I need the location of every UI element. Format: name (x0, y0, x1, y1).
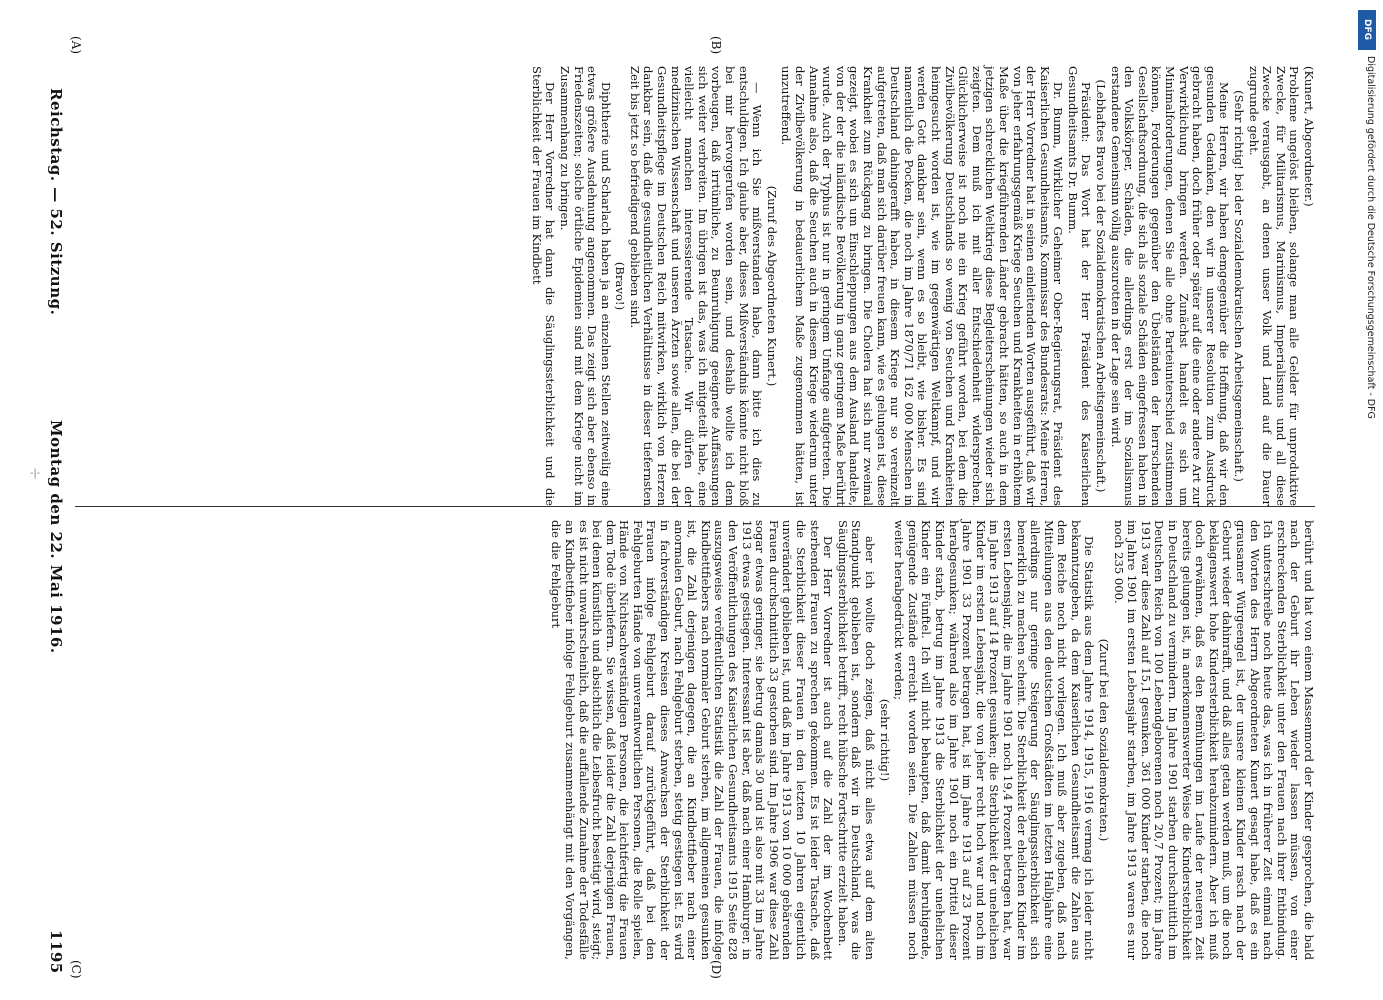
margin-mark-a: (A) (69, 36, 83, 55)
paragraph: (Zuruf bei den Sozialdemokraten.) (1097, 638, 1112, 842)
paragraph: Meine Herren, wir haben demgegenüber die Hoffnung, daß wir den gesunden Gedanken, den wir in unserer Resolution zum Ausdruck gebracht haben, doch früher oder später auf die eine oder andere Art zur Verwirklichung bringen werden. Zunächst handelt es sich um Minimalforderungen, denen Sie alle ohne Parteiunterschied zustimmen können, Forderungen gegenüber den Übelständen der herrschenden Gesellschaftsordnung, die sich als soziale Schäden eingefressen haben in den Volkskörper, Schäden, die allerdings erst der im Sozialismus erstandene Gemeinsinn völlig auszurotten in der Lage sein wird. (1108, 66, 1232, 506)
paragraph: Der Herr Vorredner ist auch auf die Zahl der im Wochenbett sterbenden Frauen zu sprechen gekommen. Es ist leider Tatsache, daß die Sterblichkeit dieser Frauen in den letzten 10 Jahren eigentlich unverändert geblieben ist, und daß im Jahre 1913 von 10 000 gebärenden Frauen durchschnittlich 33 gestorben sind. Im Jahre 1906 war diese Zahl sogar etwas geringer, sie betrug damals 30 und ist also mit 33 im Jahre 1913 etwas gestiegen. Interessant ist aber, daß nach einer Hamburger, in den Veröffentlichungen des Kaiserlichen Gesundheitsamts 1915 Seite 828 auszugsweise veröffentlichten Statistik die Zahl der Frauen, die infolge Kindbettfiebers nach normaler Geburt sterben, im allgemeinen gesunken ist, die Zahl derjenigen dagegen, die an Kindbettfieber nach einer anormalen Geburt, nach Fehlgeburt sterben, stetig gestiegen ist. Es wird in fachverständigen Kreisen dieses Anwachsen der Sterblichkeit der Frauen infolge Fehlgeburt darauf zurückgeführt, daß bei den Fehlgeburten Hände von unverantwortlichen Personen, die Rolle spielen, Hände von Nichtsachverständigen Personen, die leichtfertig die Frauen dem Tode überliefern. Sie wissen, daß leider die Zahl derjenigen Frauen, bei denen künstlich und absichtlich die Leibesfrucht beseitigt wird, steigt; es ist nicht unwahrscheinlich, daß die auffallende Zunahme der Todesfälle an Kindbettfieber infolge Fehlgeburt zusammenhängt mit den Vorgängen, die die Fehlgeburt (549, 520, 836, 960)
paragraph: (Zuruf des Abgeordneten Kunert.) (764, 185, 779, 387)
paragraph: berührt und hat von einem Massenmord der Kinder gesprochen, die bald nach der Geburt ihr Leben wieder lassen müssen, von einer erschreckenden Sterblichkeit unter den Frauen nach ihrer Entbindung. Ich unterschreibe noch heute das, was ich in früherer Zeit einmal nach den Worten des Herrn Abgeordneten Kunert gesagt habe, daß es ein grausamer Würgeengel ist, der unsere kleinen Kinder rasch nach der Geburt wieder dahinrafft, und daß alles getan werden muß, um die noch beklagenswert hohe Kindersterblichkeit herabzumindern. Aber ich muß doch erwähnen, daß es den Bemühungen im Laufe der neueren Zeit bereits gelungen ist, in anerkennenswerter Weise die Kindersterblichkeit in Deutschland zu vermindern. Im Jahre 1901 starben durchschnittlich im Deutschen Reich von 100 Lebendgeborenen noch 20,7 Prozent; im Jahre 1913 war diese Zahl auf 15,1 gesunken. 361 000 Kinder starben, die noch im Jahre 1901 im ersten Lebensjahr starben, im Jahre 1913 waren es nur noch 235 000. (1111, 520, 1316, 960)
paragraph: — Wenn ich Sie mißverstanden habe, dann bitte ich dies zu entschuldigen. Ich glaube aber, dieses Mißverständnis könnte nicht bloß bei mir hervorgerufen worden sein, und deshalb wollte ich dem vorbeugen, daß irrtümliche, zu Beunruhigung geeignete Auffassungen sich weiter verbreiten. Im übrigen ist das, was ich mitgeteilt habe, eine vielleicht manchen interessierende Tatsache. Wir dürfen der medizinischen Wissenschaft und unseren Ärzten sowie allen, die bei der Gesundheitspflege im Deutschen Reich mitwirken, wirklich von Herzen dankbar sein, daß die gesundheitlichen Verhältnisse in dieser tiefernsten Zeit bis jetzt so befriedigend geblieben sind. (627, 66, 765, 506)
margin-mark-c: (C) (69, 960, 83, 979)
page-header-left: Reichstag. — 52. Sitzung. (47, 88, 65, 316)
page-number: 1195 (47, 930, 65, 974)
margin-mark-b: (B) (709, 36, 723, 55)
paragraph: Die Statistik aus dem Jahre 1914, 1915, 1916 vermag ich leider nicht bekanntzugeben, da dem Kaiserlichen Gesundheitsamt die Zahlen aus dem Reiche noch nicht vorliegen. Ich muß aber zugeben, daß nach Mitteilungen aus den deutschen Großstädten im letzten Halbjahre eine allerdings nur geringe Steigerung der Säuglingssterblichkeit sich bemerklich zu machen scheint. Die Sterblichkeit der ehelichen Kinder im ersten Lebensjahr, die im Jahre 1901 noch 19,4 Prozent betragen hat, war im Jahre 1913 auf 14 Prozent gesunken; die Sterblichkeit der unehelichen Kinder im ersten Lebensjahr, die von jeher recht hoch war und noch im Jahre 1901 33 Prozent betragen hat, ist im Jahre 1913 auf 23 Prozent herabgesunken; während also im Jahre 1901 noch ein Drittel dieser Kinder starb, betrug im Jahre 1913 die Sterblichkeit der unehelichen Kinder ein Fünftel. Ich will nicht behaupten, daß damit beruhigende, genügende Zustände erreicht worden seien. Die Zahlen müssen noch weiter herabgedrückt werden; (892, 520, 1097, 960)
scan-mark: -|- (30, 468, 41, 479)
paragraph: (Lebhaftes Bravo bei der Sozialdemokratischen Arbeitsgemeinschaft.) (1094, 79, 1109, 493)
page-header-date: Montag den 22. Mai 1916. (47, 420, 65, 654)
paragraph: Der Herr Vorredner hat dann die Säuglingssterblichkeit und die Sterblichkeit der Frauen im Kindbett (529, 66, 558, 506)
digitization-note: Digitalisierung gefördert durch die Deutsche Forschungsgemeinschaft - DFG (1365, 56, 1376, 419)
column-divider (75, 506, 1315, 507)
paragraph: Dr. Bumm, Wirklicher Geheimer Ober-Regierungsrat, Präsident des Kaiserlichen Gesundheitsamts, Kommissar des Bundesrats: Meine Herren, der Herr Vorredner hat in seinen einleitenden Worten ausgeführt, daß wir von jeher erfahrungsgemäß Kriege Seuchen und Krankheiten in erhöhtem Maße über die kriegführenden Länder gebracht hätten, so auch in dem jetzigen schrecklichen Weltkrieg diese Begleiterscheinungen wieder sich zeigten. Dem muß ich mit aller Entschiedenheit widersprechen. Glücklicherweise ist noch nie ein Krieg geführt worden, bei dem die Zivilbevölkerung Deutschlands so wenig von Seuchen und Krankheiten heimgesucht worden ist, wie im gegenwärtigen Weltkampf, und wir werden Gott dankbar sein, wenn es so bleibt, wie bisher. Es sind namentlich die Pocken, die noch im Jahre 1870/71 162 000 Menschen in Deutschland dahingerafft haben, in diesem Kriege nur so vereinzelt aufgetreten, daß man sich darüber freuen kann, wie es gelungen ist, diese Krankheit zum Rückgang zu bringen. Die Cholera hat sich nur zweimal gezeigt, wobei es sich um Einschleppungen aus dem Ausland handelte, von der der die inländische Bevölkerung in ganz geringem Maße berührt wurde. Auch der Typhus ist nur in geringem Umfange aufgetreten. Die Annahme also, daß die Seuchen auch in diesem Kriege wiederum unter der Zivilbevölkerung in bedauerlichem Maße zugenommen hätten, ist unzutreffend. (779, 66, 1066, 506)
text-column-left (65, 66, 1315, 506)
paragraph: (sehr richtig!) (877, 698, 892, 782)
margin-mark-d: (D) (709, 960, 723, 979)
paragraph: aber ich wollte doch zeigen, daß nicht alles etwa auf dem alten Standpunkt geblieben ist, sondern daß wir in Deutschland, was die Säuglingssterblichkeit betrifft, recht hübsche Fortschritte erzielt haben. (835, 520, 877, 960)
paragraph: (Bravo!) (613, 261, 628, 311)
paragraph: (Sehr richtig! bei der Sozialdemokratischen Arbeitsgemeinschaft.) (1232, 90, 1247, 482)
paragraph: Probleme ungelöst bleiben, solange man alle Gelder für unproduktive Zwecke, für Militarismus, Marinismus, Imperialismus und all diese Zwecke verausgabt, an denen unser Volk und Land auf die Dauer zugrunde geht. (1246, 66, 1302, 506)
paragraph: Diphtherie und Scharlach haben ja an einzelnen Stellen zeitweilig eine etwas größere Ausdehnung angenommen. Das zeigt sich aber ebenso in Friedenszeiten; solche örtliche Epidemien sind mit dem Kriege nicht im Zusammenhang zu bringen. (557, 66, 613, 506)
paragraph: (Kunert, Abgeordneter.) (1302, 66, 1316, 207)
text-column-right (65, 520, 1315, 960)
paragraph: Präsident: Das Wort hat der Herr Präsident des Kaiserlichen Gesundheitsamts Dr. Bumm. (1065, 66, 1094, 506)
dfg-logo: DFG (1358, 10, 1376, 50)
